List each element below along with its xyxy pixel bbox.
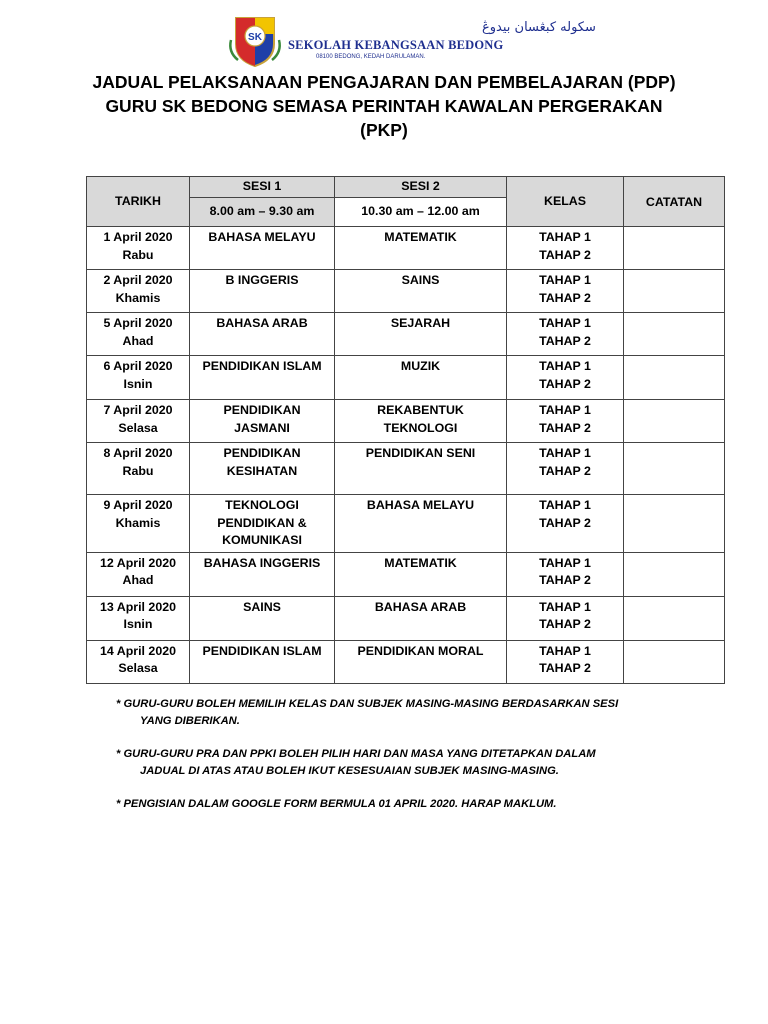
table-row bbox=[87, 640, 725, 683]
cell-sesi-2: SEJARAH bbox=[335, 313, 507, 356]
note-2-line-2: JADUAL DI ATAS ATAU BOLEH IKUT KESESUAIAN SUBJEK MASING-MASING. bbox=[140, 765, 559, 777]
header-sesi-2-time: 10.30 am – 12.00 am bbox=[335, 198, 507, 227]
cell-tarikh bbox=[87, 313, 190, 356]
note-1-line-1: * GURU-GURU BOLEH MEMILIH KELAS DAN SUBJEK MASING-MASING BERDASARKAN SESI bbox=[116, 698, 619, 710]
jawi-school-name bbox=[304, 16, 596, 36]
kelas-tahap-2: TAHAP 2 bbox=[539, 573, 591, 587]
table-row bbox=[87, 227, 725, 270]
header-sesi-1: SESI 1 bbox=[190, 177, 335, 198]
cell-sesi-2: BAHASA MELAYU bbox=[335, 495, 507, 553]
date-text: 5 April 2020 bbox=[103, 316, 173, 330]
table-row bbox=[87, 443, 725, 495]
cell-kelas bbox=[507, 227, 624, 270]
cell-tarikh bbox=[87, 227, 190, 270]
title-line-3: (PKP) bbox=[360, 120, 408, 140]
date-text: 13 April 2020 bbox=[100, 599, 176, 614]
note-1 bbox=[116, 696, 676, 730]
kelas-tahap-2: TAHAP 2 bbox=[539, 333, 591, 348]
kelas-tahap-2: TAHAP 2 bbox=[539, 661, 591, 675]
table-row bbox=[87, 596, 725, 640]
day-text: Selasa bbox=[118, 661, 158, 675]
kelas-tahap-2: TAHAP 2 bbox=[539, 376, 591, 391]
note-3: * PENGISIAN DALAM GOOGLE FORM BERMULA 01 APRIL 2020. HARAP MAKLUM. bbox=[116, 798, 557, 810]
kelas-tahap-1: TAHAP 1 bbox=[539, 599, 591, 614]
header-sesi-2: SESI 2 bbox=[335, 177, 507, 198]
cell-sesi-2: MUZIK bbox=[335, 356, 507, 400]
header-kelas: KELAS bbox=[507, 177, 624, 227]
table-row bbox=[87, 270, 725, 313]
cell-tarikh bbox=[87, 356, 190, 400]
document-title bbox=[74, 70, 694, 142]
date-text: 8 April 2020 bbox=[103, 446, 173, 460]
cell-sesi-2: MATEMATIK bbox=[335, 552, 507, 596]
cell-tarikh bbox=[87, 552, 190, 596]
kelas-tahap-2: TAHAP 2 bbox=[539, 617, 591, 631]
cell-kelas bbox=[507, 596, 624, 640]
title-line-1: JADUAL PELAKSANAAN PENGAJARAN DAN PEMBELAJARAN (PDP) bbox=[92, 72, 676, 92]
kelas-tahap-1: TAHAP 1 bbox=[539, 555, 591, 570]
crest-initials: SK bbox=[248, 32, 262, 43]
cell-catatan bbox=[624, 227, 725, 270]
cell-sesi-1: BAHASA MELAYU bbox=[190, 227, 335, 270]
cell-catatan bbox=[624, 552, 725, 596]
date-text: 12 April 2020 bbox=[100, 555, 176, 570]
cell-kelas bbox=[507, 270, 624, 313]
day-text: Rabu bbox=[122, 463, 154, 478]
day-text: Isnin bbox=[123, 376, 153, 391]
table-row bbox=[87, 552, 725, 596]
date-text: 14 April 2020 bbox=[100, 643, 176, 658]
cell-sesi-1: B INGGERIS bbox=[190, 270, 335, 313]
day-text: Khamis bbox=[115, 290, 161, 305]
school-header bbox=[224, 14, 596, 70]
kelas-tahap-1: TAHAP 1 bbox=[539, 359, 591, 373]
date-text: 1 April 2020 bbox=[103, 230, 173, 244]
school-crest-logo bbox=[228, 14, 282, 68]
cell-sesi-2: MATEMATIK bbox=[335, 227, 507, 270]
school-name: SEKOLAH KEBANGSAAN BEDONG bbox=[288, 38, 504, 52]
kelas-tahap-1: TAHAP 1 bbox=[539, 273, 591, 287]
header-sesi-1-time: 8.00 am – 9.30 am bbox=[190, 198, 335, 227]
table-row bbox=[87, 495, 725, 553]
cell-tarikh bbox=[87, 640, 190, 683]
date-text: 9 April 2020 bbox=[103, 498, 173, 512]
jawi-name-text: سکوله کبڠسان بيدوڠ bbox=[482, 20, 596, 35]
cell-sesi-2: PENDIDIKAN MORAL bbox=[335, 640, 507, 683]
header-tarikh: TARIKH bbox=[87, 177, 190, 227]
notes-section bbox=[116, 696, 676, 829]
day-text: Ahad bbox=[122, 573, 154, 587]
cell-kelas bbox=[507, 495, 624, 553]
cell-catatan bbox=[624, 400, 725, 443]
cell-kelas bbox=[507, 640, 624, 683]
day-text: Ahad bbox=[122, 333, 154, 348]
cell-sesi-2: BAHASA ARAB bbox=[335, 596, 507, 640]
cell-catatan bbox=[624, 640, 725, 683]
note-1-line-2: YANG DIBERIKAN. bbox=[140, 715, 240, 727]
cell-catatan bbox=[624, 596, 725, 640]
cell-catatan bbox=[624, 356, 725, 400]
kelas-tahap-1: TAHAP 1 bbox=[539, 643, 591, 658]
cell-sesi-2: PENDIDIKAN SENI bbox=[335, 443, 507, 495]
cell-sesi-2: REKABENTUK TEKNOLOGI bbox=[335, 400, 507, 443]
day-text: Selasa bbox=[118, 420, 158, 435]
note-2-line-1: * GURU-GURU PRA DAN PPKI BOLEH PILIH HARI DAN MASA YANG DITETAPKAN DALAM bbox=[116, 748, 596, 760]
cell-catatan bbox=[624, 495, 725, 553]
cell-sesi-1: PENDIDIKAN JASMANI bbox=[190, 400, 335, 443]
cell-catatan bbox=[624, 443, 725, 495]
cell-sesi-1: PENDIDIKAN ISLAM bbox=[190, 640, 335, 683]
table-row bbox=[87, 313, 725, 356]
kelas-tahap-2: TAHAP 2 bbox=[539, 420, 591, 435]
date-text: 2 April 2020 bbox=[103, 273, 173, 287]
cell-tarikh bbox=[87, 443, 190, 495]
schedule-body bbox=[87, 227, 725, 684]
kelas-tahap-2: TAHAP 2 bbox=[539, 515, 591, 530]
kelas-tahap-2: TAHAP 2 bbox=[539, 463, 591, 478]
cell-sesi-1: PENDIDIKAN KESIHATAN bbox=[190, 443, 335, 495]
cell-tarikh bbox=[87, 495, 190, 553]
schedule-table bbox=[86, 176, 725, 684]
cell-kelas bbox=[507, 443, 624, 495]
cell-sesi-1: TEKNOLOGI PENDIDIKAN & KOMUNIKASI bbox=[190, 495, 335, 553]
cell-tarikh bbox=[87, 400, 190, 443]
cell-kelas bbox=[507, 356, 624, 400]
kelas-tahap-1: TAHAP 1 bbox=[539, 230, 591, 244]
header-catatan: CATATAN bbox=[624, 177, 725, 227]
cell-tarikh bbox=[87, 596, 190, 640]
kelas-tahap-1: TAHAP 1 bbox=[539, 403, 591, 417]
cell-tarikh bbox=[87, 270, 190, 313]
cell-sesi-2: SAINS bbox=[335, 270, 507, 313]
cell-sesi-1: SAINS bbox=[190, 596, 335, 640]
kelas-tahap-2: TAHAP 2 bbox=[539, 247, 591, 262]
kelas-tahap-1: TAHAP 1 bbox=[539, 446, 591, 460]
cell-sesi-1: BAHASA ARAB bbox=[190, 313, 335, 356]
title-line-2: GURU SK BEDONG SEMASA PERINTAH KAWALAN PERGERAKAN bbox=[105, 96, 663, 116]
note-2 bbox=[116, 746, 676, 780]
kelas-tahap-1: TAHAP 1 bbox=[539, 316, 591, 330]
kelas-tahap-2: TAHAP 2 bbox=[539, 290, 591, 305]
cell-sesi-1: BAHASA INGGERIS bbox=[190, 552, 335, 596]
cell-kelas bbox=[507, 313, 624, 356]
cell-catatan bbox=[624, 313, 725, 356]
cell-catatan bbox=[624, 270, 725, 313]
table-row bbox=[87, 356, 725, 400]
date-text: 6 April 2020 bbox=[103, 359, 173, 373]
table-row bbox=[87, 400, 725, 443]
day-text: Rabu bbox=[122, 247, 154, 262]
day-text: Isnin bbox=[123, 617, 153, 631]
date-text: 7 April 2020 bbox=[103, 403, 173, 417]
cell-sesi-1: PENDIDIKAN ISLAM bbox=[190, 356, 335, 400]
school-address: 08100 BEDONG, KEDAH DARULAMAN. bbox=[316, 54, 426, 60]
cell-kelas bbox=[507, 400, 624, 443]
cell-kelas bbox=[507, 552, 624, 596]
kelas-tahap-1: TAHAP 1 bbox=[539, 498, 591, 512]
day-text: Khamis bbox=[115, 515, 161, 530]
